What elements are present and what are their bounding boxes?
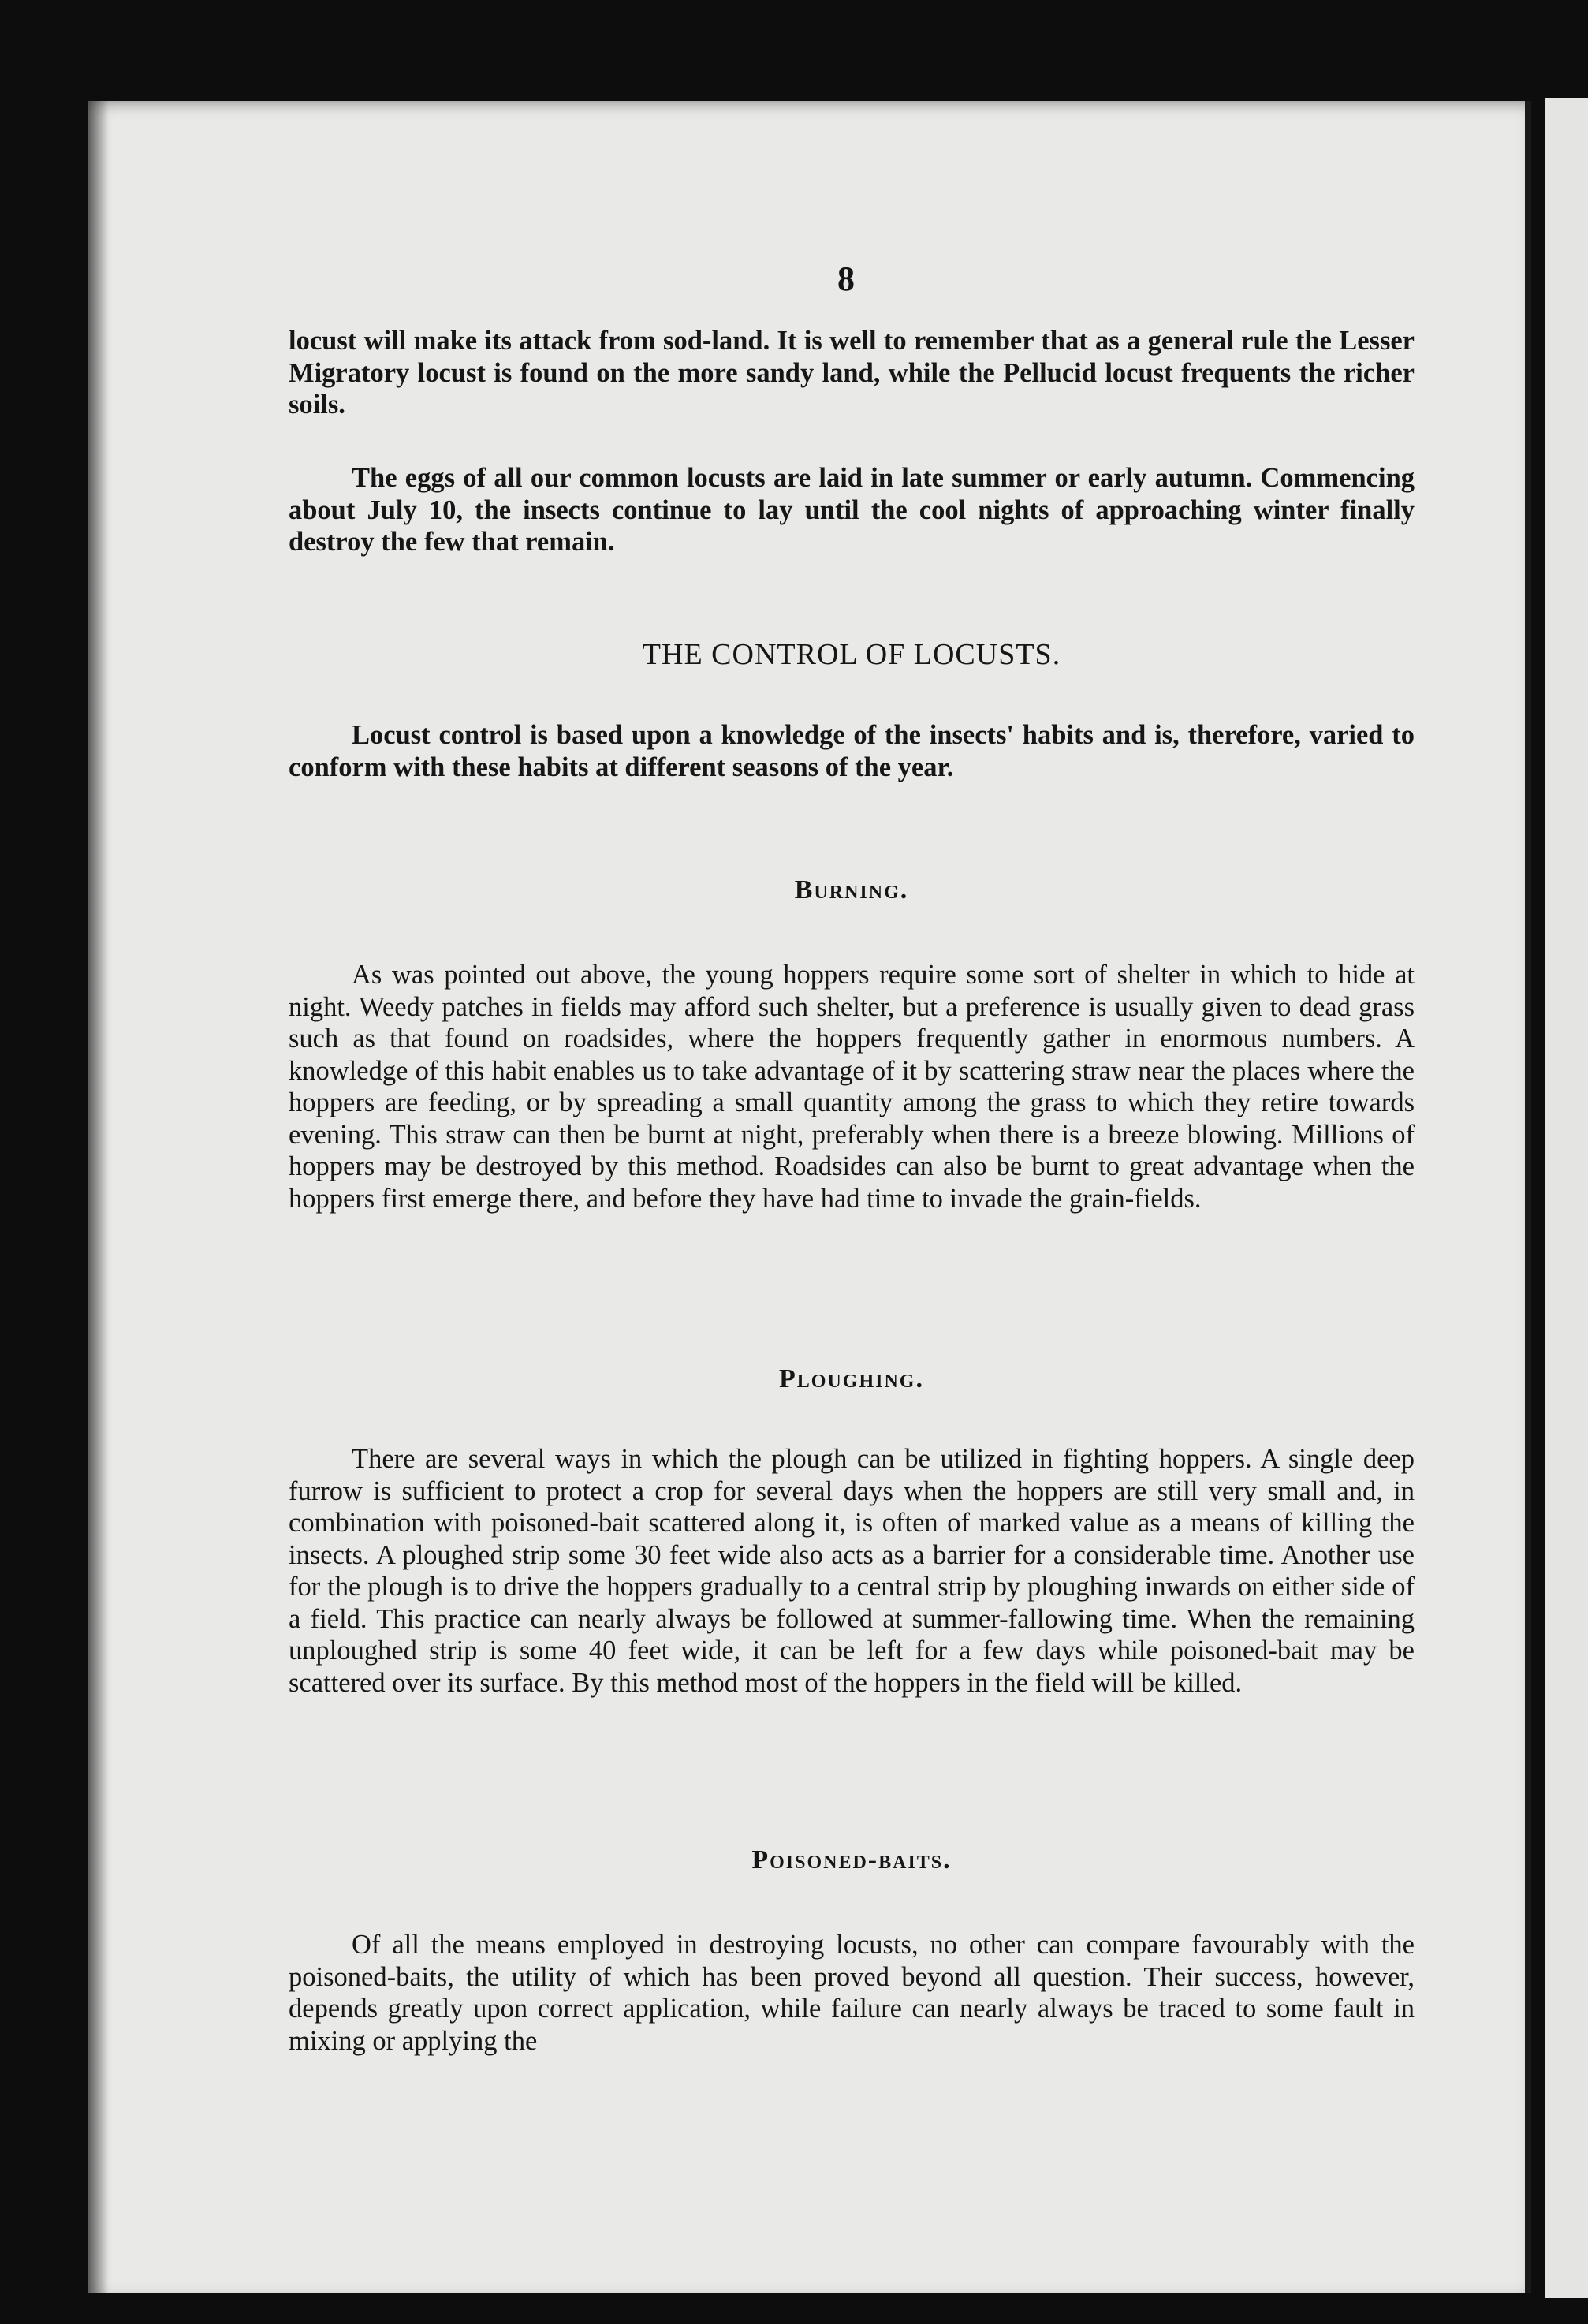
intro-paragraph-2-block [289, 462, 1415, 558]
binding-shadow [88, 101, 109, 2293]
poisoned-baits-paragraph: Of all the means employed in destroying locusts, no other can compare favourably with the poisoned-baits, the utility of which has been proved beyond all question. Their success, however, depends greatly upon correct application, while failure can nearly always be traced to some fault in mixing or applying the [289, 1930, 1415, 2056]
burning-paragraph: As was pointed out above, the young hoppers require some sort of shelter in which to hide at night. Weedy patches in fields may afford such shelter, but a preference is usually given to dead grass such as that found on roadsides, where the hoppers frequently gather in enormous numbers. A knowledge of this habit enables us to take advantage of it by scattering straw near the places where the hoppers are feeding, or by spreading a small quantity among the grass to which they retire towards evening. This straw can then be burnt at night, preferably when there is a breeze blowing. Millions of hoppers may be destroyed by this method. Roadsides can also be burnt to great advantage when the hoppers first emerge there, and before they have had time to invade the grain-fields. [289, 960, 1415, 1214]
subheading-ploughing: Ploughing. [779, 1364, 924, 1393]
control-paragraph: Locust control is based upon a knowledge of the insects' habits and is, therefore, varied to conform with these habits at different seasons of the year. [289, 720, 1415, 782]
adjacent-page [1545, 98, 1588, 2298]
ploughing-paragraph-block [289, 1443, 1415, 1699]
intro-paragraph-1-block [289, 325, 1415, 421]
ploughing-paragraph: There are several ways in which the plough can be utilized in fighting hoppers. A single deep furrow is sufficient to protect a crop for several days when the hoppers are still very small and, in combination with poisoned-bait scattered along it, is often of marked value as a means of killing the insects. A ploughed strip some 30 feet wide also acts as a barrier for a considerable time. Another use for the plough is to drive the hoppers gradually to a central strip by ploughing inwards on either side of a field. This practice can nearly always be followed at summer-fallowing time. When the remaining unploughed strip is some 40 feet wide, it can be left for a few days while poisoned-bait may be scattered over its surface. By this method most of the hoppers in the field will be killed. [289, 1444, 1415, 1698]
page-number: 8 [837, 259, 855, 298]
burning-paragraph-block [289, 959, 1415, 1214]
subheading-poisoned-baits: Poisoned-baits. [751, 1845, 952, 1874]
intro-paragraph-1: locust will make its attack from sod-land. It is well to remember that as a general rule the Lesser Migratory locust is found on the more sandy land, while the Pellucid locust frequents the richer soils. [289, 326, 1415, 420]
intro-paragraph-2: The eggs of all our common locusts are laid in late summer or early autumn. Commencing about July 10, the insects continue to lay until the cool nights of approaching winter finally destroy the few that remain. [289, 463, 1415, 557]
poisoned-baits-paragraph-block [289, 1929, 1415, 2057]
subheading-burning: Burning. [794, 875, 909, 905]
control-paragraph-block [289, 719, 1415, 783]
section-heading-control: THE CONTROL OF LOCUSTS. [642, 638, 1061, 671]
page-edge [1525, 101, 1531, 2293]
